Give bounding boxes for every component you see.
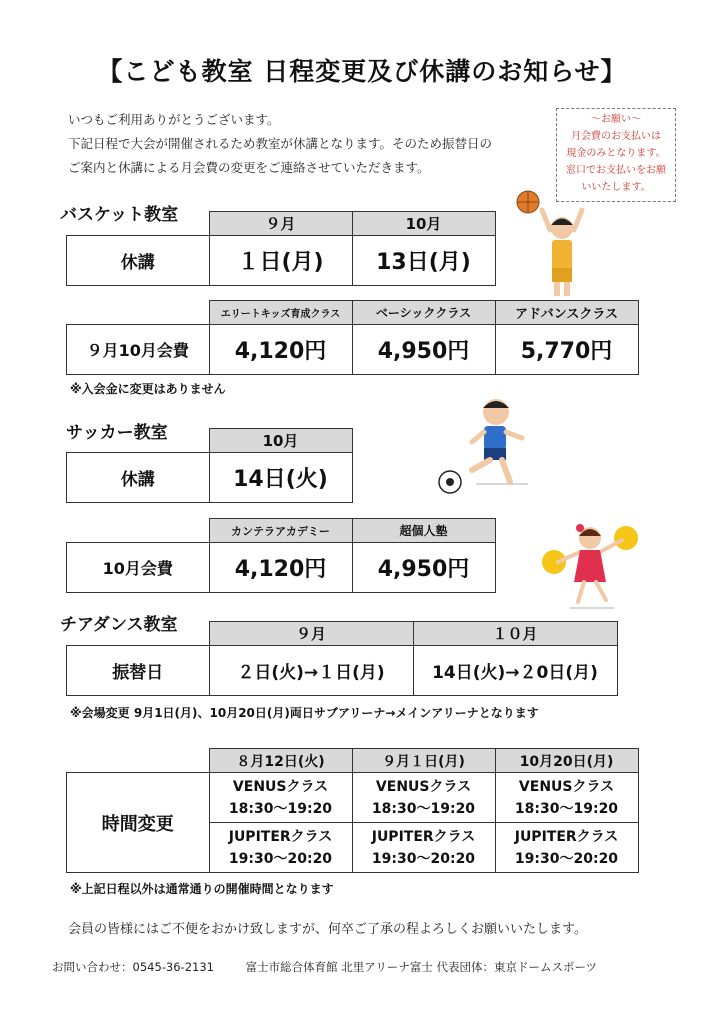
basketball-closed-table [66, 211, 496, 286]
venus-cell [495, 773, 638, 823]
intro-text [68, 108, 492, 180]
class-name: VENUSクラス [375, 778, 472, 795]
cheerleader-icon [540, 516, 640, 612]
closed-date: 13日(月) [352, 236, 495, 286]
class-name: VENUSクラス [232, 778, 329, 795]
basketball-heading: バスケット教室 [60, 205, 179, 225]
schedule-label: 時間変更 [67, 773, 210, 873]
jupiter-cell [352, 823, 495, 873]
notice-line: 窓口でお支払いをお願 [566, 165, 666, 176]
basketball-fee-table [66, 300, 639, 375]
month-header: ９月 [209, 622, 413, 646]
basketball-note: ※入会金に変更はありません [70, 382, 226, 396]
month-header: 10月 [209, 429, 352, 453]
closed-date: １日(月) [209, 236, 352, 286]
makeup-label: 振替日 [67, 646, 210, 696]
closed-date: 14日(火) [209, 453, 352, 503]
class-time: 18:30～19:20 [371, 800, 476, 817]
venue-info: 富士市総合体育館 北里アリーナ富士 代表団体：東京ドームスポーツ [245, 960, 598, 974]
class-time: 19:30～20:20 [228, 850, 333, 867]
fee-value: 4,950円 [352, 325, 495, 375]
soccer-closed-table [66, 428, 353, 503]
soccer-heading: サッカー教室 [66, 423, 168, 443]
cheer-heading: チアダンス教室 [60, 615, 178, 635]
month-header: ９月 [209, 212, 352, 236]
class-time: 19:30～20:20 [514, 850, 619, 867]
month-header: １０月 [413, 622, 617, 646]
class-time: 18:30～19:20 [228, 800, 333, 817]
intro-line: 下記日程で大会が開催されるため教室が休講となります。そのため振替日の [68, 136, 493, 151]
class-name: VENUSクラス [518, 778, 615, 795]
month-header: 10月 [352, 212, 495, 236]
closed-label: 休講 [67, 453, 210, 503]
class-time: 18:30～19:20 [514, 800, 619, 817]
schedule-table [66, 748, 639, 873]
intro-line: ご案内と休講による月会費の変更をご連絡させていただきます。 [68, 160, 430, 175]
class-header: エリートキッズ育成クラス [209, 301, 352, 325]
fee-label: ９月10月会費 [67, 325, 210, 375]
page-title: 【こども教室 日程変更及び休講のお知らせ】 [97, 57, 627, 86]
soccer-fee-table [66, 518, 496, 593]
notice-line: 現金のみとなります。 [566, 148, 666, 159]
jupiter-cell [209, 823, 352, 873]
class-header: 超個人塾 [352, 519, 495, 543]
cheer-makeup-table [66, 621, 618, 696]
notice-line: ～お願い～ [591, 114, 641, 125]
class-header: アドバンスクラス [495, 301, 638, 325]
fee-value: 4,120円 [209, 543, 352, 593]
date-header: ９月１日(月) [352, 749, 495, 773]
schedule-note: ※上記日程以外は通常通りの開催時間となります [70, 882, 334, 896]
class-header: ベーシッククラス [352, 301, 495, 325]
cheer-note: ※会場変更 9月1日(月)、10月20日(月)両日サブアリーナ→メインアリーナとなります [70, 706, 539, 720]
venus-cell [209, 773, 352, 823]
class-name: JUPITERクラス [514, 828, 619, 845]
basketball-player-icon [512, 188, 596, 298]
fee-value: 5,770円 [495, 325, 638, 375]
fee-label: 10月会費 [67, 543, 210, 593]
date-header: 10月20日(月) [495, 749, 638, 773]
footer [52, 959, 625, 975]
makeup-date: 14日(火)→２0日(月) [413, 646, 617, 696]
makeup-date: ２日(火)→１日(月) [209, 646, 413, 696]
contact-info: お問い合わせ：0545-36-2131 [52, 960, 214, 974]
class-time: 19:30～20:20 [371, 850, 476, 867]
class-name: JUPITERクラス [228, 828, 333, 845]
fee-value: 4,120円 [209, 325, 352, 375]
intro-line: いつもご利用ありがとうございます。 [68, 112, 280, 127]
fee-value: 4,950円 [352, 543, 495, 593]
class-name: JUPITERクラス [371, 828, 476, 845]
jupiter-cell [495, 823, 638, 873]
soccer-player-icon [436, 392, 532, 496]
date-header: ８月12日(火) [209, 749, 352, 773]
class-header: カンテラアカデミー [209, 519, 352, 543]
notice-line: 月会費のお支払いは [571, 131, 661, 142]
notice-line: いいたします。 [581, 182, 651, 193]
venus-cell [352, 773, 495, 823]
closed-label: 休講 [67, 236, 210, 286]
closing-text: 会員の皆様にはご不便をおかけ致しますが、何卒ご了承の程よろしくお願いいたします。 [68, 922, 587, 937]
